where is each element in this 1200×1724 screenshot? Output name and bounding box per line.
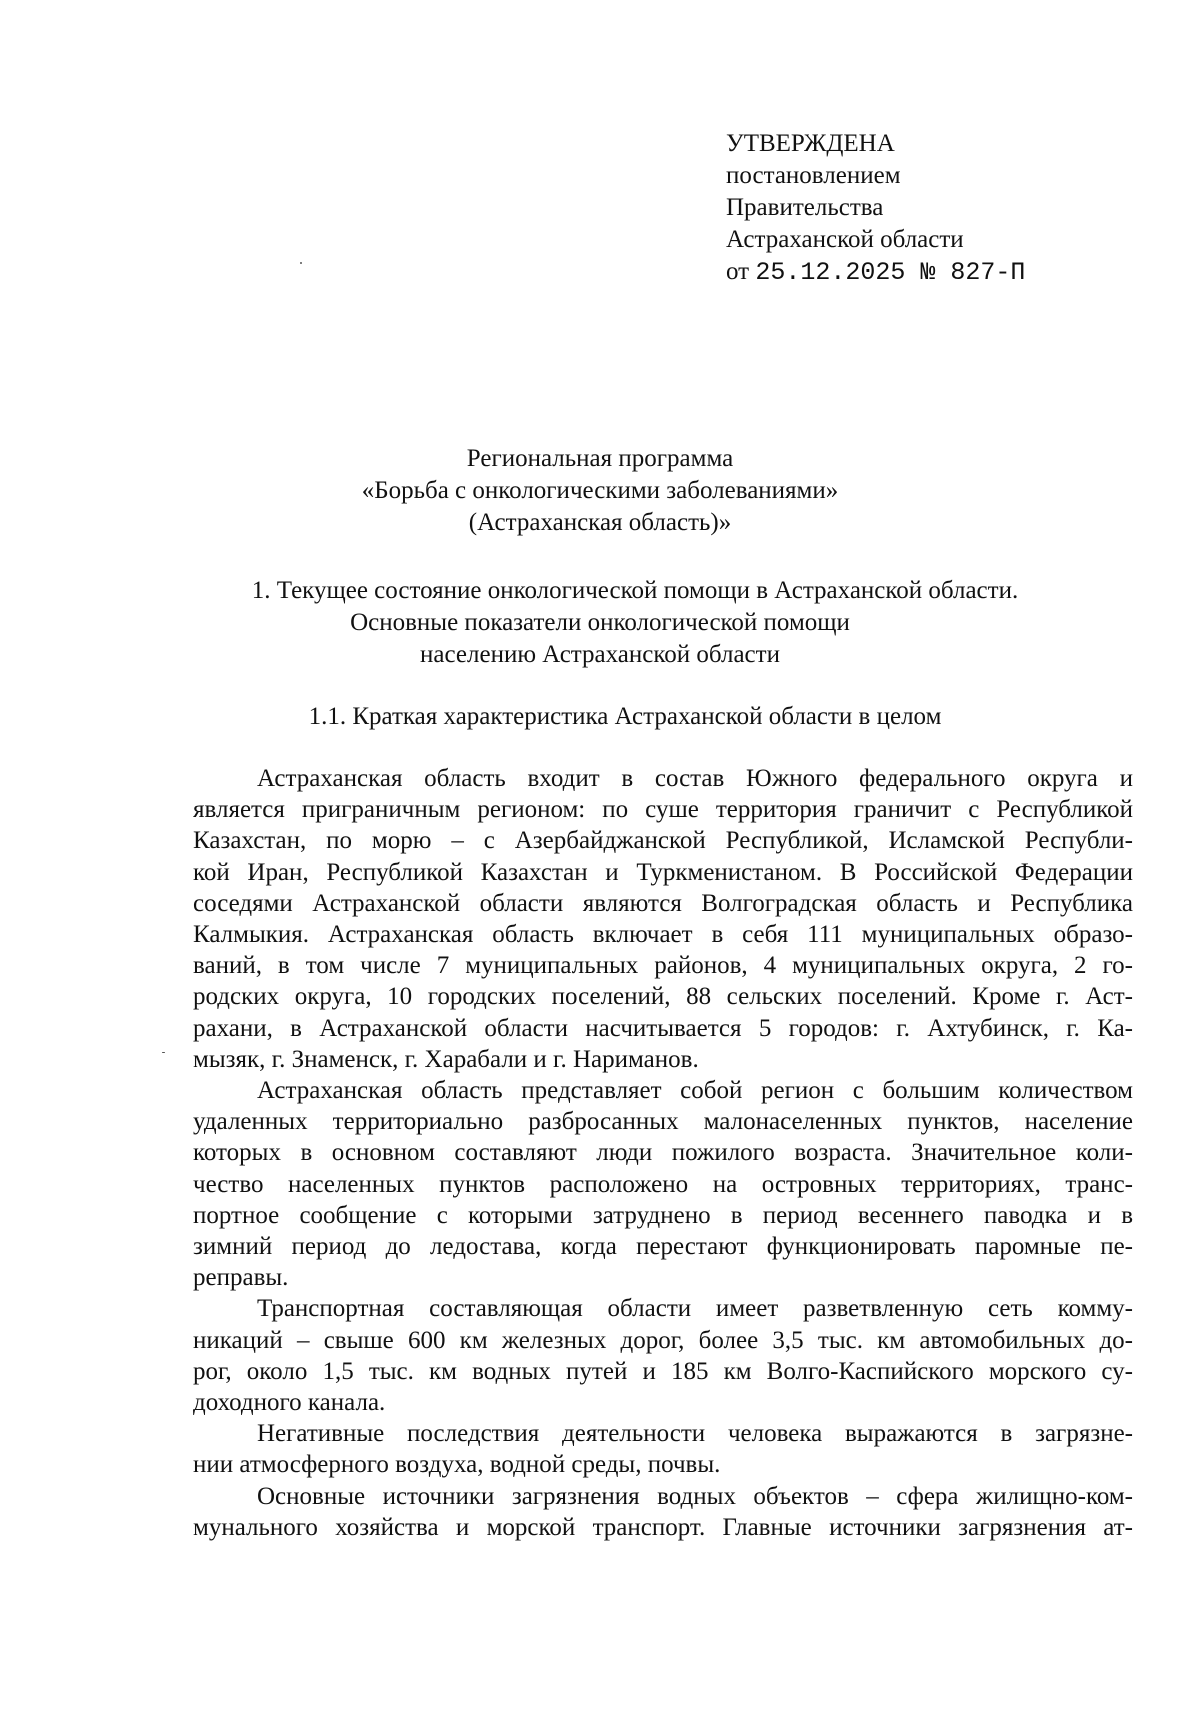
paragraph-line: удаленных территориально разбросанных малонаселенных пунктов, население (193, 1108, 1133, 1136)
approval-date-line (726, 256, 1025, 289)
section-heading (0, 575, 1200, 671)
paragraph-line: которых в основном составляют люди пожилого возраста. Значительное коли- (193, 1139, 1133, 1167)
paragraph-line: портное сообщение с которыми затруднено в период весеннего паводка и в (193, 1201, 1133, 1229)
paragraph (193, 1075, 1133, 1293)
paragraph (193, 763, 1133, 1075)
section-heading-line: Основные показатели онкологической помощи (350, 609, 850, 636)
approval-date-number: 25.12.2025 № 827-П (755, 258, 1026, 287)
program-title-line: «Борьба с онкологическими заболеваниями» (361, 477, 839, 504)
paragraph-line: нии атмосферного воздуха, водной среды, почвы. (193, 1451, 721, 1479)
paragraph-line: Астраханская область представляет собой регион с большим количеством (257, 1077, 1133, 1105)
paragraph-line: Негативные последствия деятельности человека выражаются в загрязне- (257, 1420, 1133, 1448)
scan-speck (162, 1052, 165, 1053)
paragraph-line: мызяк, г. Знаменск, г. Харабали и г. Нариманов. (193, 1045, 699, 1073)
paragraph-line: Основные источники загрязнения водных объектов – сфера жилищно-ком- (257, 1482, 1133, 1510)
paragraph-line: соседями Астраханской области являются Волгоградская область и Республика (193, 889, 1133, 917)
section-heading-line: 1. Текущее состояние онкологической помощи в Астраханской области. (251, 577, 1019, 604)
approval-line: Астраханской области (726, 226, 964, 253)
approval-date-prefix: от (726, 258, 750, 285)
subsection-heading: 1.1. Краткая характеристика Астраханской области в целом (308, 703, 942, 730)
paragraph-line: Транспортная составляющая области имеет разветвленную сеть комму- (257, 1295, 1133, 1323)
paragraph-line: Калмыкия. Астраханская область включает в себя 111 муниципальных образо- (193, 921, 1133, 949)
paragraph-line: Казахстан, по морю – с Азербайджанской Республикой, Исламской Республи- (193, 827, 1133, 855)
paragraph (193, 1481, 1133, 1543)
body-text (193, 763, 1133, 1543)
program-title-line: Региональная программа (466, 445, 734, 472)
paragraph (193, 1418, 1133, 1480)
paragraph-line: мунального хозяйства и морской транспорт. Главные источники загрязнения ат- (193, 1513, 1133, 1541)
approval-stamp (726, 128, 1025, 289)
paragraph-line: зимний период до ледостава, когда перестают функционировать паромные пе- (193, 1233, 1133, 1261)
paragraph-line: кой Иран, Республикой Казахстан и Туркменистаном. В Российской Федерации (193, 858, 1133, 886)
scan-speck (300, 262, 302, 264)
paragraph-line: родских округа, 10 городских поселений, 88 сельских поселений. Кроме г. Аст- (193, 983, 1133, 1011)
approval-line: Правительства (726, 194, 884, 221)
program-title-line: (Астраханская область)» (468, 509, 732, 536)
paragraph-line: реправы. (193, 1264, 289, 1292)
paragraph-line: является приграничным регионом: по суше территория граничит с Республикой (193, 796, 1133, 824)
paragraph-line: рахани, в Астраханской области насчитывается 5 городов: г. Ахтубинск, г. Ка- (193, 1014, 1133, 1042)
section-heading-line: населению Астраханской области (420, 641, 780, 668)
paragraph-line: чество населенных пунктов расположено на островных территориях, транс- (193, 1170, 1133, 1198)
approval-line: постановлением (726, 162, 901, 189)
paragraph-line: доходного канала. (193, 1389, 386, 1417)
paragraph-line: Астраханская область входит в состав Южного федерального округа и (257, 765, 1133, 792)
paragraph-line: ваний, в том числе 7 муниципальных районов, 4 муниципальных округа, 2 го- (193, 952, 1133, 980)
approval-heading: УТВЕРЖДЕНА (726, 130, 895, 157)
paragraph-line: рог, около 1,5 тыс. км водных путей и 185 км Волго-Каспийского морского су- (193, 1357, 1133, 1385)
paragraph (193, 1293, 1133, 1418)
paragraph-line: никаций – свыше 600 км железных дорог, более 3,5 тыс. км автомобильных до- (193, 1326, 1133, 1354)
program-title (0, 443, 1200, 539)
